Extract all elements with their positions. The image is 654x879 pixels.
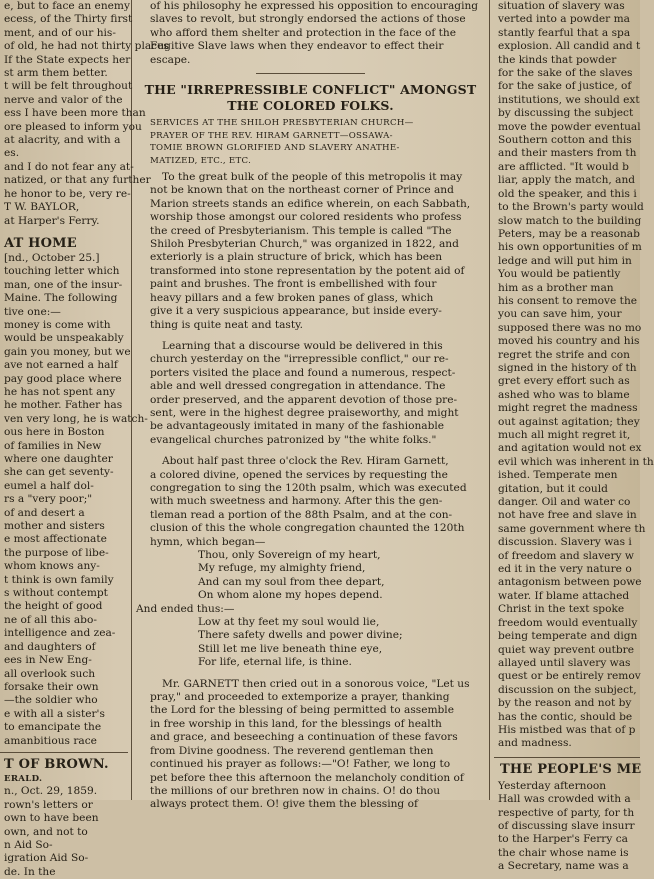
text-line: worship those amongst our colored residents who profess bbox=[150, 211, 462, 224]
text-line: verted into a powder ma bbox=[498, 13, 630, 26]
text-line: you can save him, your bbox=[498, 308, 622, 321]
section-subhead: ERALD. bbox=[4, 773, 43, 784]
text-line: ished. Temperate men bbox=[498, 469, 618, 482]
text-line: tive one:— bbox=[4, 305, 61, 318]
text-line: of freedom and slavery w bbox=[498, 549, 634, 562]
verse-intro: And ended thus:— bbox=[136, 602, 235, 615]
text-line: st arm them better. bbox=[4, 67, 108, 80]
text-line: to emancipate the bbox=[4, 721, 102, 734]
text-line: antagonism between powe bbox=[498, 576, 642, 589]
text-line: allayed until slavery was bbox=[498, 656, 631, 669]
text-line: always protect them. O! give them the blessing of bbox=[150, 798, 418, 811]
right-column bbox=[494, 0, 654, 873]
text-line: e with all a sister's bbox=[4, 707, 105, 720]
text-line: the kinds that powder bbox=[498, 53, 617, 66]
text-line: Marion streets stands an edifice wherein, on each Sabbath, bbox=[150, 197, 471, 210]
text-line: money is come with bbox=[4, 318, 111, 331]
text-line: freedom would eventually bbox=[498, 616, 638, 629]
text-line: would be unspeakably bbox=[4, 332, 124, 345]
text-line: Learning that a discourse would be delivered in this bbox=[162, 339, 443, 352]
text-line: evangelical churches patronized by "the white folks." bbox=[150, 433, 437, 446]
paragraph-2 bbox=[136, 340, 485, 447]
text-line: igration Aid So- bbox=[4, 852, 89, 865]
text-line: not be known that on the northeast corner of Prince and bbox=[150, 184, 454, 197]
text-line: gain you money, but we bbox=[4, 345, 131, 358]
text-line: and daughters of bbox=[4, 640, 96, 653]
text-line: explosion. All candid and t bbox=[498, 40, 641, 53]
text-line: of families in New bbox=[4, 439, 102, 452]
text-line: exteriorly is a plain structure of brick, which has been bbox=[150, 251, 443, 264]
text-line: he mother. Father has bbox=[4, 399, 123, 412]
text-line: he has not spent any bbox=[4, 385, 116, 398]
left-mid-text bbox=[0, 251, 148, 748]
text-line: ashed who was to blame bbox=[498, 388, 630, 401]
text-line: and agitation would not ex bbox=[498, 442, 642, 455]
text-line: of old, he had not thirty places bbox=[4, 40, 169, 53]
text-line: pay good place where bbox=[4, 372, 122, 385]
text-line: sent, were in the highest degree praiseworthy, and might bbox=[150, 406, 459, 419]
divider bbox=[494, 757, 640, 758]
text-line: own to have been bbox=[4, 812, 99, 825]
text-line: ledge and will put him in bbox=[498, 254, 632, 267]
text-line: at alacrity, and with a bbox=[4, 134, 121, 147]
column-rule bbox=[489, 0, 490, 800]
text-line: His mistbed was that of p bbox=[498, 723, 636, 736]
text-line: his consent to remove the bbox=[498, 294, 638, 307]
text-line: Mr. GARNETT then cried out in a sonorous voice, "Let us bbox=[162, 677, 470, 690]
text-line: man, one of the insur- bbox=[4, 278, 123, 291]
text-line: of his philosophy he expressed his opposition to encouraging bbox=[150, 0, 479, 12]
text-line: and I do not fear any at- bbox=[4, 160, 134, 173]
text-line: not have free and slave in bbox=[498, 509, 637, 522]
left-top-text bbox=[0, 0, 169, 228]
text-line: the millions of our brethren now in chains. O! do thou bbox=[150, 784, 441, 797]
text-line: he honor to be, very re- bbox=[4, 187, 131, 200]
text-line: be advantageously imitated in many of the fashionable bbox=[150, 420, 445, 433]
text-line: ecess, of the Thirty first bbox=[4, 13, 133, 26]
text-line: and madness. bbox=[498, 737, 572, 750]
text-line: There safety dwells and power divine; bbox=[198, 629, 403, 642]
text-line: stantly fearful that a spa bbox=[498, 26, 631, 39]
center-top-text bbox=[136, 0, 485, 67]
text-line: danger. Oil and water co bbox=[498, 496, 631, 509]
text-line: for the sake of the slaves bbox=[498, 67, 633, 80]
text-line: being temperate and dign bbox=[498, 630, 638, 643]
text-line: old the speaker, and this i bbox=[498, 187, 637, 200]
text-line: —the soldier who bbox=[4, 694, 98, 707]
text-line: Thou, only Sovereign of my heart, bbox=[198, 549, 381, 561]
text-line: [nd., October 25.] bbox=[4, 251, 100, 264]
text-line: liar, apply the match, and bbox=[498, 174, 636, 187]
text-line: his own opportunities of m bbox=[498, 241, 642, 254]
text-line: give it a very suspicious appearance, but inside every- bbox=[150, 305, 442, 318]
article-title: THE "IRREPRESSIBLE CONFLICT" AMONGST THE COLORED FOLKS. bbox=[144, 82, 477, 114]
text-line: discussion on the subject, bbox=[498, 683, 637, 696]
text-line: move the powder eventual bbox=[498, 120, 641, 133]
text-line: order preserved, and the apparent devotion of those pre- bbox=[150, 393, 458, 406]
text-line: the Lord for the blessing of being permitted to assemble bbox=[150, 704, 454, 717]
text-line: to the Brown's party would bbox=[498, 201, 644, 214]
paragraph-1 bbox=[136, 171, 485, 332]
text-line: t think is own family bbox=[4, 573, 114, 586]
text-line: n., Oct. 29, 1859. bbox=[4, 785, 98, 798]
divider bbox=[256, 73, 365, 74]
text-line: escape. bbox=[150, 53, 191, 66]
left-column bbox=[0, 0, 169, 878]
text-line: heavy pillars and a few broken panes of glass, which bbox=[150, 291, 434, 304]
text-line: slow match to the building bbox=[498, 214, 642, 227]
text-line: ous here in Boston bbox=[4, 426, 105, 439]
text-line: rs a "very poor;" bbox=[4, 493, 93, 506]
text-line: de. In the bbox=[4, 865, 56, 878]
text-line: water. If blame attached bbox=[498, 589, 630, 602]
text-line: To the great bulk of the people of this metropolis it may bbox=[162, 171, 463, 184]
text-line: ed it in the very nature o bbox=[498, 563, 632, 576]
text-line: clusion of this the whole congregation chaunted the 120th bbox=[150, 522, 465, 535]
text-line: intelligence and zea- bbox=[4, 627, 116, 640]
text-line: Still let me live beneath thine eye, bbox=[198, 642, 383, 655]
text-line: t will be felt throughout bbox=[4, 80, 133, 93]
hymn-verse-1 bbox=[136, 549, 485, 603]
text-line: nerve and valor of the bbox=[4, 93, 123, 106]
text-line: On whom alone my hopes depend. bbox=[198, 589, 383, 602]
text-line: hymn, which began— bbox=[150, 535, 266, 548]
text-line: gitation, but it could bbox=[498, 482, 608, 495]
text-line: much all might regret it, bbox=[498, 429, 631, 441]
text-line: a Secretary, name was a bbox=[498, 860, 629, 873]
text-line: who afford them shelter and protection in the face of the bbox=[150, 26, 457, 39]
text-line: ment, and of our his- bbox=[4, 26, 116, 39]
text-line: touching letter which bbox=[4, 265, 120, 278]
text-line: T W. BAYLOR, bbox=[4, 201, 80, 214]
text-line: all overlook such bbox=[4, 667, 96, 680]
text-line: eumel a half dol- bbox=[4, 479, 94, 492]
text-line: Southern cotton and this bbox=[498, 134, 632, 147]
text-line: moved his country and his bbox=[498, 335, 640, 348]
paragraph-4 bbox=[136, 678, 485, 812]
text-line: e most affectionate bbox=[4, 533, 107, 546]
text-line: congregation to sing the 120th psalm, which was executed bbox=[150, 481, 467, 494]
text-line: quiet way prevent outbre bbox=[498, 643, 635, 656]
text-line: Hall was crowded with a bbox=[498, 793, 631, 806]
text-line: If the State expects her bbox=[4, 53, 131, 66]
text-line: from Divine goodness. The reverend gentleman then bbox=[150, 744, 434, 757]
text-line: where one daughter bbox=[4, 453, 113, 465]
text-line: at Harper's Ferry. bbox=[4, 214, 100, 227]
text-line: same government where th bbox=[498, 522, 646, 535]
section-heading-brown: T OF BROWN. bbox=[4, 756, 109, 772]
text-line: You would be patiently bbox=[498, 268, 621, 281]
text-line: ven very long, he is watch- bbox=[4, 412, 148, 425]
text-line: n Aid So- bbox=[4, 839, 53, 852]
text-line: are afflicted. "It would b bbox=[498, 160, 629, 173]
text-line: ess I have been more than bbox=[4, 107, 146, 120]
text-line: s without contempt bbox=[4, 587, 108, 600]
text-line: ave not earned a half bbox=[4, 359, 118, 372]
text-line: of and desert a bbox=[4, 506, 85, 519]
text-line: to the Harper's Ferry ca bbox=[498, 833, 628, 846]
right-top-text bbox=[494, 0, 654, 751]
article-subhead: SERVICES AT THE SHILOH PRESBYTERIAN CHURCH— PRAYER OF THE REV. HIRAM GARNETT—OSSAWA- TOMIE BROWN GLORIFIED AND SLAVERY ANATHE- MATIZED, ETC., ETC. bbox=[150, 118, 414, 166]
paragraph-3 bbox=[136, 455, 485, 549]
text-line: supposed there was no mo bbox=[498, 321, 642, 334]
text-line: the purpose of libe- bbox=[4, 546, 109, 559]
text-line: has the contic, should be bbox=[498, 710, 633, 723]
text-line: a colored divine, opened the services by requesting the bbox=[150, 468, 448, 481]
text-line: forsake their own bbox=[4, 680, 99, 693]
text-line: ees in New Eng- bbox=[4, 654, 92, 667]
text-line: own, and not to bbox=[4, 825, 88, 838]
text-line: regret the strife and con bbox=[498, 348, 630, 361]
text-line: natized, or that any further bbox=[4, 174, 151, 187]
text-line: pet before thee this afternoon the melancholy condition of bbox=[150, 771, 464, 784]
text-line: him as a brother man bbox=[498, 281, 614, 294]
text-line: respective of party, for th bbox=[498, 806, 635, 819]
text-line: by the reason and not by bbox=[498, 697, 632, 710]
text-line: the creed of Presbyterianism. This temple is called "The bbox=[150, 224, 452, 237]
text-line: by discussing the subject bbox=[498, 107, 634, 120]
text-line: with much sweetness and harmony. After this the gen- bbox=[150, 495, 443, 508]
section-heading-at-home: AT HOME bbox=[4, 235, 77, 251]
section-heading-peoples-meeting: THE PEOPLE'S ME bbox=[500, 761, 642, 777]
text-line: for the sake of justice, of bbox=[498, 80, 632, 93]
text-line: church yesterday on the "irrepressible conflict," our re- bbox=[150, 353, 449, 366]
text-line: rown's letters or bbox=[4, 798, 93, 811]
text-line: transformed into stone representation by the potent aid of bbox=[150, 264, 465, 277]
text-line: might regret the madness bbox=[498, 402, 638, 415]
text-line: institutions, we should ext bbox=[498, 93, 640, 106]
divider bbox=[0, 752, 128, 753]
text-line: of discussing slave insurr bbox=[498, 819, 635, 832]
text-line: And can my soul from thee depart, bbox=[198, 575, 385, 588]
text-line: the height of good bbox=[4, 600, 103, 613]
text-line: quest or be entirely remov bbox=[498, 670, 641, 683]
text-line: slaves to revolt, but strongly endorsed the actions of those bbox=[150, 13, 466, 26]
text-line: gret every effort such as bbox=[498, 375, 630, 388]
text-line: pray," and proceeded to extemporize a prayer, thanking bbox=[150, 691, 450, 704]
text-line: able and well dressed congregation in attendance. The bbox=[150, 380, 446, 393]
text-line: amanbitious race bbox=[4, 734, 97, 747]
text-line: and grace, and beseeching a continuation of these favors bbox=[150, 731, 458, 744]
text-line: continued his prayer as follows:—"O! Father, we long to bbox=[150, 758, 451, 771]
left-bottom-text bbox=[0, 785, 128, 879]
text-line: e, but to face an enemy bbox=[4, 0, 130, 12]
text-line: porters visited the place and found a numerous, respect- bbox=[150, 366, 456, 379]
text-line: whom knows any- bbox=[4, 560, 100, 573]
text-line: Shiloh Presbyterian Church," was organized in 1822, and bbox=[150, 238, 459, 251]
text-line: Fugitive Slave laws when they endeavor to effect their bbox=[150, 40, 444, 53]
text-line: About half past three o'clock the Rev. Hiram Garnett, bbox=[162, 455, 449, 468]
text-line: Christ in the text spoke bbox=[498, 603, 625, 616]
text-line: My refuge, my almighty friend, bbox=[198, 562, 366, 575]
text-line: the chair whose name is bbox=[498, 846, 629, 859]
text-line: discussion. Slavery was i bbox=[498, 536, 632, 549]
text-line: es. bbox=[4, 147, 20, 160]
text-line: Peters, may be a reasonab bbox=[498, 227, 640, 240]
text-line: in free worship in this land, for the blessings of health bbox=[150, 717, 442, 730]
text-line: thing is quite neat and tasty. bbox=[150, 318, 304, 331]
center-column bbox=[136, 0, 485, 811]
text-line: she can get seventy- bbox=[4, 466, 114, 479]
text-line: paint and brushes. The front is embellished with four bbox=[150, 278, 437, 291]
text-line: ne of all this abo- bbox=[4, 613, 97, 626]
text-line: out against agitation; they bbox=[498, 415, 640, 428]
text-line: and their masters from th bbox=[498, 147, 637, 160]
text-line: tleman read a portion of the 88th Psalm, and at the con- bbox=[150, 508, 453, 521]
text-line: Yesterday afternoon bbox=[498, 779, 607, 792]
text-line: situation of slavery was bbox=[498, 0, 625, 12]
text-line: ore pleased to inform you bbox=[4, 120, 142, 133]
text-line: mother and sisters bbox=[4, 520, 105, 533]
text-line: evil which was inherent in th bbox=[498, 455, 654, 468]
text-line: Maine. The following bbox=[4, 292, 118, 305]
text-line: signed in the history of th bbox=[498, 361, 637, 374]
text-line: For life, eternal life, is thine. bbox=[198, 656, 352, 669]
hymn-verse-2 bbox=[136, 616, 485, 670]
text-line: Low at thy feet my soul would lie, bbox=[198, 616, 380, 629]
right-bottom-text bbox=[494, 780, 640, 874]
